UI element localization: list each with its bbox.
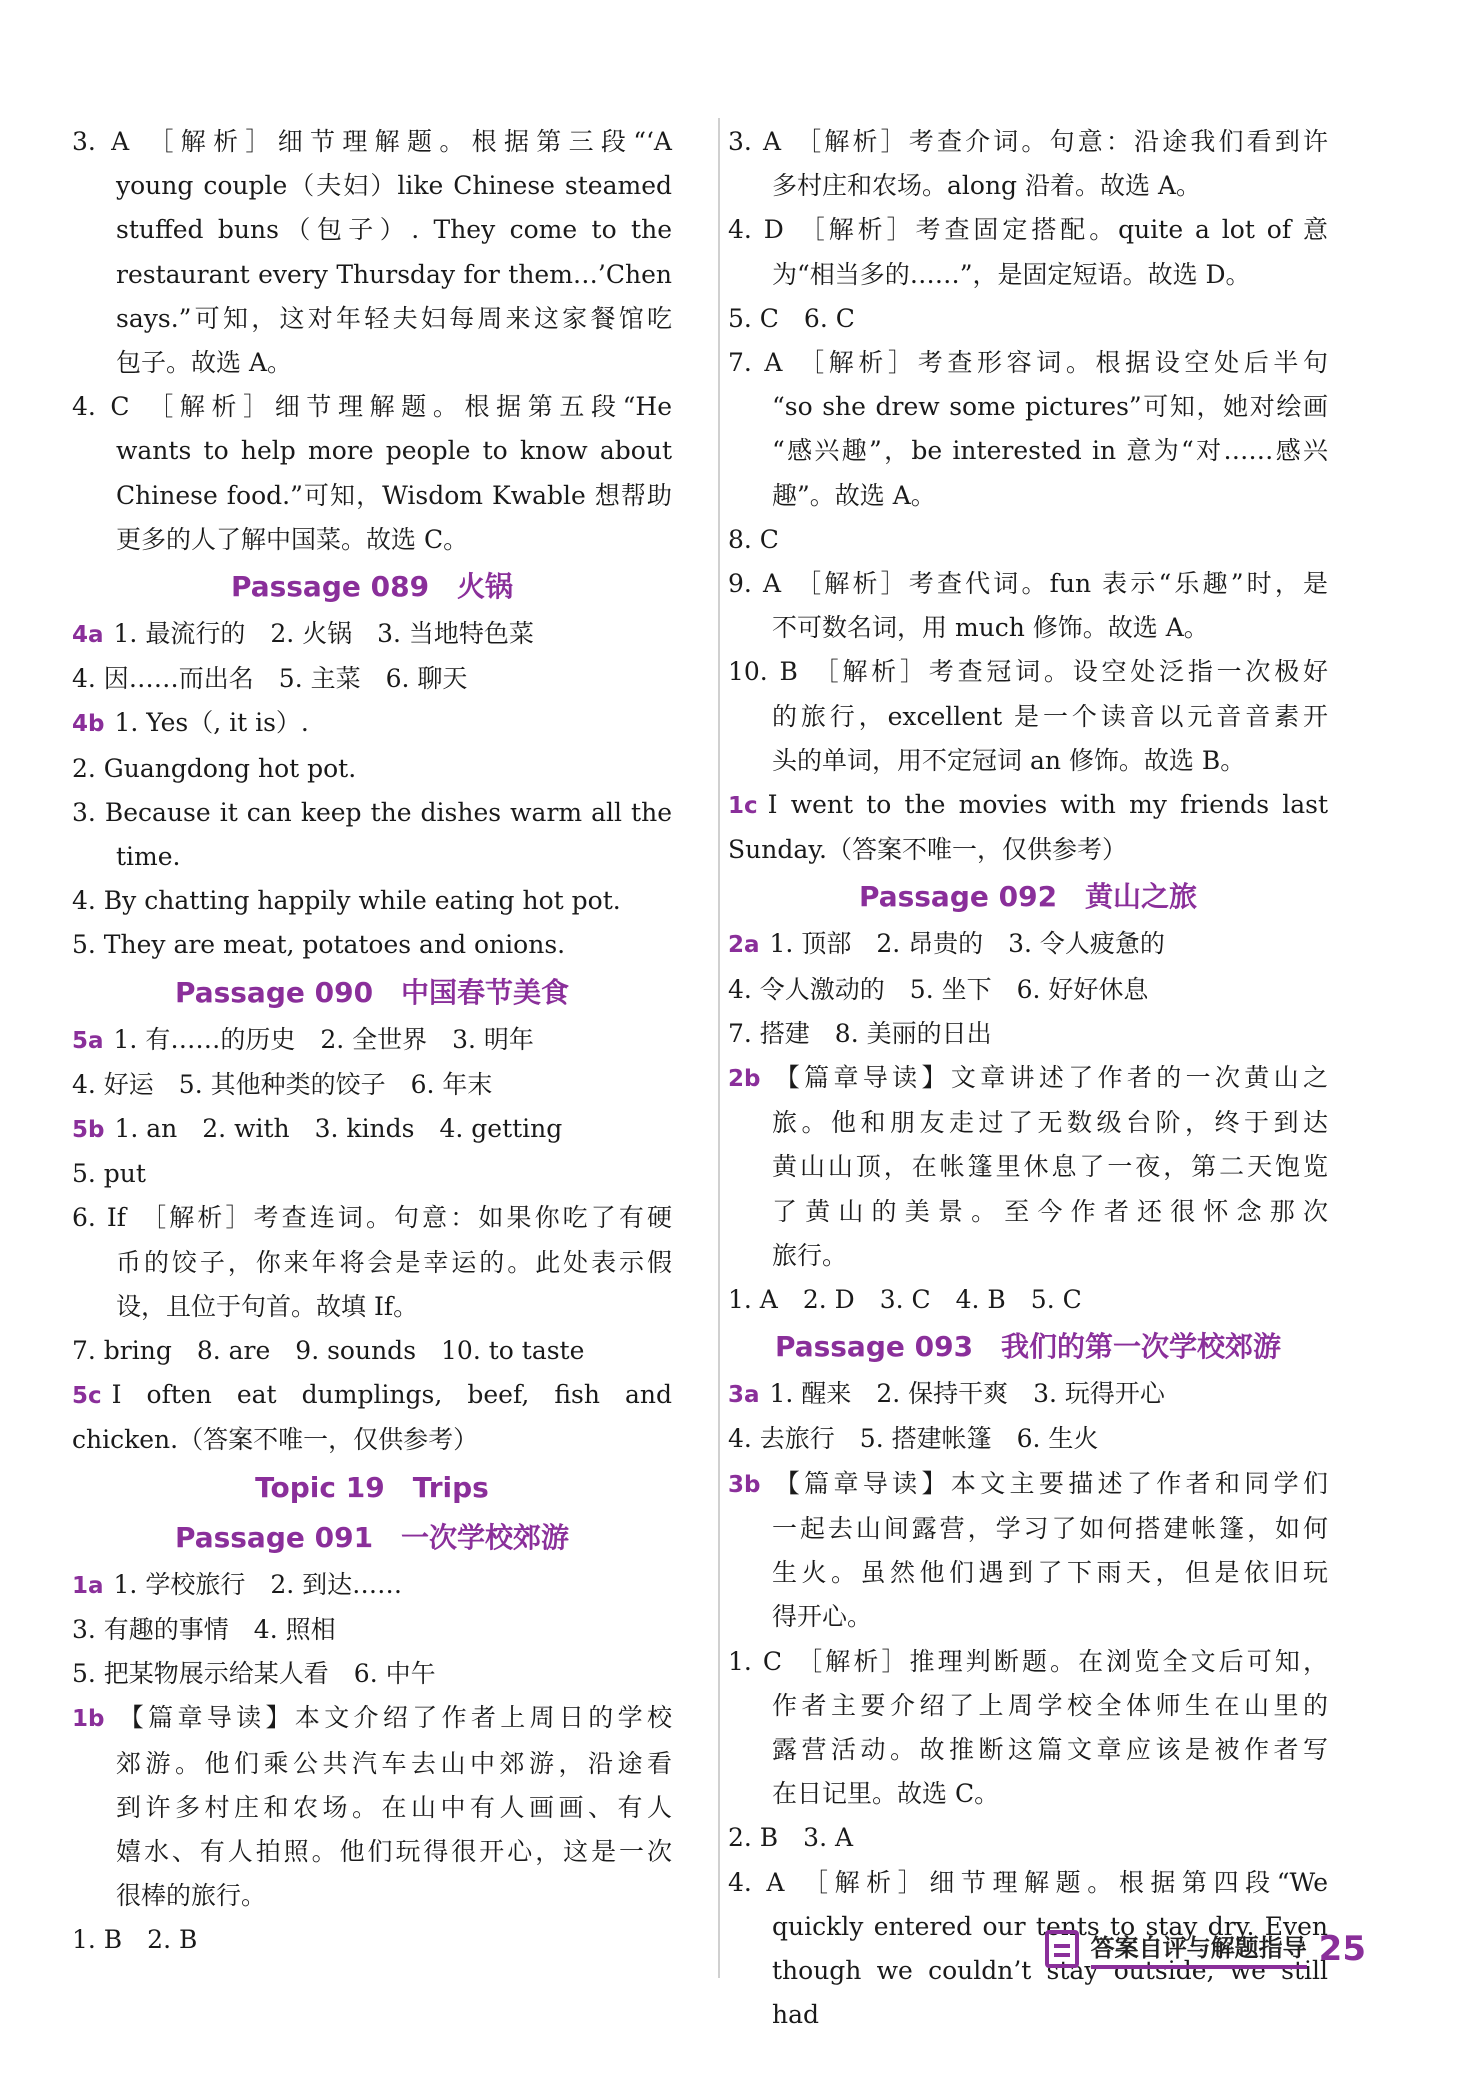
text-line bbox=[72, 1918, 672, 1962]
line-text: 嬉水、有人拍照。他们玩得很开心，这是一次 bbox=[116, 1836, 672, 1866]
text-line bbox=[72, 1608, 672, 1652]
text-line bbox=[72, 474, 672, 518]
text-line bbox=[72, 1196, 672, 1240]
text-line bbox=[72, 1373, 672, 1418]
line-text: 5. 把某物展示给某人看 6. 中午 bbox=[72, 1659, 436, 1689]
text-line bbox=[72, 1874, 672, 1918]
line-text: ［解析］细节理解题。根据第五段“He bbox=[141, 392, 672, 422]
line-text: 黄山山顶，在帐篷里休息了一夜，第二天饱览 bbox=[772, 1152, 1328, 1182]
line-text: quickly entered our tents to stay dry. Even bbox=[772, 1911, 1328, 1941]
line-text: ［解析］考查冠词。设空处泛指一次极好 bbox=[809, 657, 1328, 687]
passage-heading bbox=[72, 562, 672, 612]
page-number: 25 bbox=[1318, 1928, 1366, 1969]
text-line bbox=[728, 120, 1328, 164]
text-line bbox=[728, 1234, 1328, 1278]
line-text: “感兴趣”，be interested in 意为“对……感兴 bbox=[772, 436, 1328, 466]
answer-number: 4. D bbox=[728, 215, 784, 245]
topic-heading bbox=[72, 1463, 672, 1513]
answer-number: 4. A bbox=[728, 1867, 785, 1897]
line-text: restaurant every Thursday for them…’Chen bbox=[116, 259, 672, 289]
text-line bbox=[72, 1018, 672, 1063]
line-text: 1. 有……的历史 2. 全世界 3. 明年 bbox=[113, 1024, 534, 1054]
right-column bbox=[728, 120, 1328, 2037]
text-line bbox=[728, 1012, 1328, 1056]
text-line bbox=[728, 1190, 1328, 1234]
text-line bbox=[728, 562, 1328, 606]
line-text: 1. Yes（, it is）. bbox=[114, 708, 309, 738]
line-text: 1. A 2. D 3. C 4. B 5. C bbox=[728, 1285, 1082, 1315]
line-text: ［解析］考查形容词。根据设空处后半句 bbox=[794, 348, 1328, 378]
line-text: 1. 醒来 2. 保持干爽 3. 玩得开心 bbox=[769, 1379, 1165, 1409]
text-line bbox=[728, 297, 1328, 341]
line-text: ［解析］考查代词。fun 表示“乐趣”时，是 bbox=[793, 569, 1328, 599]
exercise-tag: 2a bbox=[728, 932, 760, 959]
line-text: 4. 好运 5. 其他种类的饺子 6. 年末 bbox=[72, 1069, 493, 1099]
line-text: 7. 搭建 8. 美丽的日出 bbox=[728, 1018, 992, 1048]
line-text: 设，且位于句首。故填 If。 bbox=[116, 1291, 419, 1321]
line-text: 更多的人了解中国菜。故选 C。 bbox=[116, 524, 469, 554]
text-line bbox=[72, 1696, 672, 1741]
line-text: 7. bring 8. are 9. sounds 10. to taste bbox=[72, 1336, 585, 1366]
heading-text: Passage 089 火锅 bbox=[230, 570, 514, 604]
text-line bbox=[72, 1652, 672, 1696]
line-text: 在日记里。故选 C。 bbox=[772, 1779, 1000, 1809]
line-text: 不可数名词，用 much 修饰。故选 A。 bbox=[772, 613, 1209, 643]
text-line bbox=[72, 1152, 672, 1196]
page-footer bbox=[1045, 1928, 1366, 1969]
line-text: 郊游。他们乘公共汽车去山中郊游，沿途看 bbox=[116, 1748, 672, 1778]
line-text: 头的单词，用不定冠词 an 修饰。故选 B。 bbox=[772, 745, 1246, 775]
text-line bbox=[728, 1640, 1328, 1684]
text-line bbox=[72, 208, 672, 252]
text-line bbox=[728, 739, 1328, 783]
column-divider bbox=[718, 118, 720, 1978]
text-line bbox=[728, 253, 1328, 297]
exercise-tag: 5b bbox=[72, 1117, 105, 1144]
line-text: 很棒的旅行。 bbox=[116, 1881, 267, 1911]
line-text: 3. 有趣的事情 4. 照相 bbox=[72, 1614, 336, 1644]
text-line bbox=[728, 1595, 1328, 1639]
line-text: 5. put bbox=[72, 1159, 146, 1189]
line-text: 1. an 2. with 3. kinds 4. getting bbox=[114, 1114, 563, 1144]
line-text: I often eat dumplings, beef, fish and bbox=[111, 1380, 672, 1410]
line-text: Sunday.（答案不唯一，仅供参考） bbox=[728, 835, 1127, 865]
line-text: 3. Because it can keep the dishes warm all the bbox=[72, 797, 672, 827]
line-text: 了黄山的美景。至今作者还很怀念那次 bbox=[772, 1196, 1328, 1226]
line-text: 【篇章导读】本文介绍了作者上周日的学校 bbox=[114, 1703, 672, 1733]
exercise-tag: 2b bbox=[728, 1066, 761, 1093]
line-text: ［解析］细节理解题。根据第三段“‘A bbox=[141, 127, 672, 156]
text-line bbox=[728, 518, 1328, 562]
passage-heading bbox=[72, 1513, 672, 1563]
line-text: 1. 最流行的 2. 火锅 3. 当地特色菜 bbox=[113, 619, 534, 649]
text-line bbox=[728, 922, 1328, 967]
text-line bbox=[72, 385, 672, 429]
line-text: ［解析］细节理解题。根据第四段“We bbox=[796, 1867, 1328, 1897]
line-text: I went to the movies with my friends last bbox=[767, 790, 1328, 820]
footer-title: 答案自评与解题指导 bbox=[1091, 1928, 1307, 1969]
text-line bbox=[72, 297, 672, 341]
text-line bbox=[728, 606, 1328, 650]
line-text: 到许多村庄和农场。在山中有人画画、有人 bbox=[116, 1792, 672, 1822]
answer-number: 6. If bbox=[72, 1203, 127, 1233]
passage-heading bbox=[728, 1322, 1328, 1372]
text-line bbox=[728, 474, 1328, 518]
line-text: 4. 去旅行 5. 搭建帐篷 6. 生火 bbox=[728, 1424, 1099, 1454]
text-line bbox=[728, 783, 1328, 828]
line-text: 1. 学校旅行 2. 到达…… bbox=[113, 1569, 403, 1599]
text-line bbox=[728, 1728, 1328, 1772]
line-text: 包子。故选 A。 bbox=[116, 348, 293, 378]
exercise-tag: 1c bbox=[728, 793, 758, 820]
answer-number: 7. A bbox=[728, 348, 783, 378]
exercise-tag: 5a bbox=[72, 1027, 104, 1054]
text-line bbox=[728, 650, 1328, 694]
line-text: 8. C bbox=[728, 524, 779, 554]
text-line bbox=[72, 791, 672, 835]
text-line bbox=[72, 835, 672, 879]
heading-text: Topic 19 Trips bbox=[255, 1470, 489, 1504]
line-text: ［解析］考查介词。句意：沿途我们看到许 bbox=[793, 127, 1328, 156]
line-text: 币的饺子，你来年将会是幸运的。此处表示假 bbox=[116, 1247, 672, 1277]
line-text: says.”可知，这对年轻夫妇每周来这家餐馆吃 bbox=[116, 303, 672, 333]
line-text: 旅。他和朋友走过了无数级台阶，终于到达 bbox=[772, 1108, 1328, 1138]
answer-number: 3. A bbox=[72, 127, 130, 156]
text-line bbox=[728, 828, 1328, 872]
text-line bbox=[72, 1418, 672, 1462]
line-text: 旅行。 bbox=[772, 1240, 848, 1270]
line-text: chicken.（答案不唯一，仅供参考） bbox=[72, 1425, 479, 1455]
line-text: 【篇章导读】本文主要描述了作者和同学们 bbox=[770, 1468, 1328, 1498]
answer-number: 3. A bbox=[728, 127, 782, 156]
text-line bbox=[728, 1417, 1328, 1461]
text-line bbox=[728, 1462, 1328, 1507]
text-line bbox=[72, 120, 672, 164]
text-line bbox=[72, 923, 672, 967]
line-text: ［解析］推理判断题。在浏览全文后可知， bbox=[794, 1646, 1328, 1676]
line-text: 【篇章导读】文章讲述了作者的一次黄山之 bbox=[770, 1063, 1328, 1093]
book-icon bbox=[1045, 1930, 1079, 1968]
answer-number: 4. C bbox=[72, 392, 130, 422]
text-line bbox=[728, 968, 1328, 1012]
text-line bbox=[728, 1278, 1328, 1322]
text-line bbox=[728, 208, 1328, 252]
exercise-tag: 1b bbox=[72, 1706, 105, 1733]
line-text: 1. 顶部 2. 昂贵的 3. 令人疲惫的 bbox=[769, 929, 1165, 959]
text-line bbox=[728, 1372, 1328, 1417]
line-text: Chinese food.”可知，Wisdom Kwable 想帮助 bbox=[116, 480, 672, 510]
text-line bbox=[728, 385, 1328, 429]
text-line bbox=[728, 1861, 1328, 1905]
text-line bbox=[728, 164, 1328, 208]
text-line bbox=[72, 1830, 672, 1874]
text-line bbox=[728, 1772, 1328, 1816]
text-line bbox=[72, 429, 672, 473]
text-line bbox=[72, 879, 672, 923]
left-column bbox=[72, 120, 672, 1963]
line-text: 得开心。 bbox=[772, 1602, 873, 1632]
text-line bbox=[72, 747, 672, 791]
text-line bbox=[72, 1786, 672, 1830]
line-text: 的旅行，excellent 是一个读音以元音音素开 bbox=[772, 701, 1328, 731]
line-text: though we couldn’t stay outside, we still had bbox=[772, 1955, 1328, 2030]
text-line bbox=[72, 1329, 672, 1373]
heading-text: Passage 093 我们的第一次学校郊游 bbox=[774, 1330, 1282, 1364]
text-line bbox=[728, 1101, 1328, 1145]
text-line bbox=[72, 612, 672, 657]
text-line bbox=[728, 1507, 1328, 1551]
line-text: “so she drew some pictures”可知，她对绘画 bbox=[772, 392, 1328, 422]
exercise-tag: 4a bbox=[72, 622, 104, 649]
text-line bbox=[72, 657, 672, 701]
text-line bbox=[72, 164, 672, 208]
line-text: 作者主要介绍了上周学校全体师生在山里的 bbox=[772, 1690, 1328, 1720]
exercise-tag: 1a bbox=[72, 1572, 104, 1599]
line-text: stuffed buns（包子）. They come to the bbox=[116, 215, 672, 245]
text-line bbox=[72, 253, 672, 297]
passage-heading bbox=[728, 872, 1328, 922]
passage-heading bbox=[72, 968, 672, 1018]
line-text: 露营活动。故推断这篇文章应该是被作者写 bbox=[772, 1734, 1328, 1764]
line-text: 2. B 3. A bbox=[728, 1823, 854, 1853]
line-text: 一起去山间露营，学习了如何搭建帐篷，如何 bbox=[772, 1513, 1328, 1543]
text-line bbox=[72, 1107, 672, 1152]
answer-number: 1. C bbox=[728, 1646, 783, 1676]
text-line bbox=[728, 1145, 1328, 1189]
exercise-tag: 3b bbox=[728, 1471, 761, 1498]
text-line bbox=[728, 1684, 1328, 1728]
heading-text: Passage 090 中国春节美食 bbox=[174, 975, 570, 1009]
text-line bbox=[72, 1063, 672, 1107]
line-text: wants to help more people to know about bbox=[116, 436, 672, 466]
exercise-tag: 3a bbox=[728, 1382, 760, 1409]
exercise-tag: 4b bbox=[72, 711, 105, 738]
line-text: 趣”。故选 A。 bbox=[772, 480, 936, 510]
line-text: 4. By chatting happily while eating hot pot. bbox=[72, 886, 621, 916]
text-line bbox=[72, 1285, 672, 1329]
heading-text: Passage 092 黄山之旅 bbox=[858, 880, 1198, 914]
text-line bbox=[728, 1816, 1328, 1860]
line-text: young couple（夫妇）like Chinese steamed bbox=[116, 171, 672, 201]
line-text: 5. They are meat, potatoes and onions. bbox=[72, 930, 566, 960]
text-line bbox=[72, 518, 672, 562]
answer-number: 9. A bbox=[728, 569, 782, 599]
text-line bbox=[728, 429, 1328, 473]
line-text: 多村庄和农场。along 沿着。故选 A。 bbox=[772, 171, 1202, 201]
text-line bbox=[72, 341, 672, 385]
answer-number: 10. B bbox=[728, 657, 798, 687]
line-text: 生火。虽然他们遇到了下雨天，但是依旧玩 bbox=[772, 1558, 1328, 1588]
text-line bbox=[728, 341, 1328, 385]
line-text: ［解析］考查固定搭配。quite a lot of 意 bbox=[795, 215, 1328, 245]
line-text: 为“相当多的……”，是固定短语。故选 D。 bbox=[772, 259, 1251, 289]
line-text: 4. 令人激动的 5. 坐下 6. 好好休息 bbox=[728, 974, 1149, 1004]
line-text: 2. Guangdong hot pot. bbox=[72, 753, 357, 783]
line-text: ［解析］考查连词。句意：如果你吃了有硬 bbox=[138, 1203, 672, 1233]
line-text: 5. C 6. C bbox=[728, 303, 855, 333]
text-line bbox=[72, 1241, 672, 1285]
text-line bbox=[72, 1563, 672, 1608]
text-line bbox=[728, 1551, 1328, 1595]
text-line bbox=[72, 1742, 672, 1786]
exercise-tag: 5c bbox=[72, 1383, 102, 1410]
text-line bbox=[728, 695, 1328, 739]
line-text: 1. B 2. B bbox=[72, 1925, 198, 1955]
text-line bbox=[72, 701, 672, 746]
line-text: time. bbox=[116, 842, 181, 872]
text-line bbox=[728, 1056, 1328, 1101]
heading-text: Passage 091 一次学校郊游 bbox=[174, 1520, 570, 1554]
line-text: 4. 因……而出名 5. 主菜 6. 聊天 bbox=[72, 664, 468, 694]
